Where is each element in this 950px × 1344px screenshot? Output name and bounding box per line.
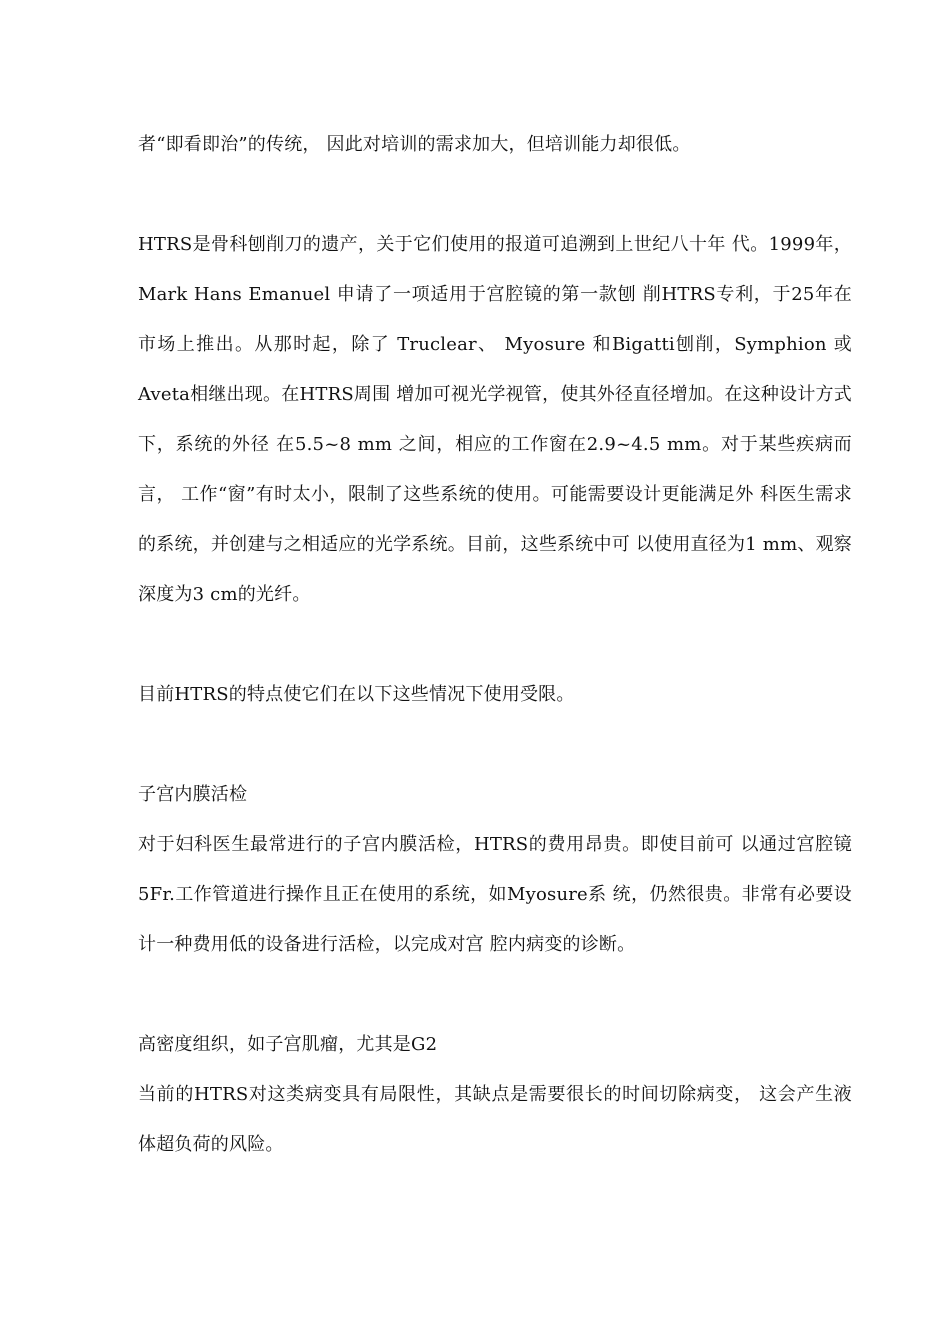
section-heading-endometrial-biopsy: 子宫内膜活检 [138,784,248,805]
paragraph-gap [138,620,852,670]
section-heading-dense-tissue: 高密度组织，如子宫肌瘤，尤其是G2 [138,1034,438,1055]
document-body [138,120,852,1170]
paragraph-htrs-history: HTRS是骨科刨削刀的遗产，关于它们使用的报道可追溯到上世纪八十年 代。1999年，Mark Hans Emanuel 申请了一项适用于宫腔镜的第一款刨 削HTRS专利，于25年在市场上推出。从那时起，除了 Truclear、 Myosure 和Bigatti刨削，Symphion 或Aveta相继出现。在HTRS周围 增加可视光学视管，使其外径直径增加。在这种设计方式下，系统的外径 在5.5~8 mm 之间，相应的工作窗在2.9~4.5 mm。对于某些疾病而言， 工作“窗”有时太小，限制了这些系统的使用。可能需要设计更能满足外 科医生需求的系统，并创建与之相适应的光学系统。目前，这些系统中可 以使用直径为1 mm、观察深度为3 cm的光纤。 [138,234,852,605]
paragraph-gap [138,170,852,220]
section-body-dense-tissue: 当前的HTRS对这类病变具有局限性，其缺点是需要很长的时间切除病变， 这会产生液体超负荷的风险。 [138,1084,852,1155]
paragraph-intro: 者“即看即治”的传统， 因此对培训的需求加大，但培训能力却很低。 [138,134,691,155]
paragraph-htrs-limitations: 目前HTRS的特点使它们在以下这些情况下使用受限。 [138,684,575,705]
paragraph-gap [138,970,852,1020]
section-body-endometrial-biopsy: 对于妇科医生最常进行的子宫内膜活检，HTRS的费用昂贵。即使目前可 以通过宫腔镜5Fr.工作管道进行操作且正在使用的系统，如Myosure系 统，仍然很贵。非常有必要设计一种费用低的设备进行活检，以完成对宫 腔内病变的诊断。 [138,834,852,955]
paragraph-gap [138,720,852,770]
